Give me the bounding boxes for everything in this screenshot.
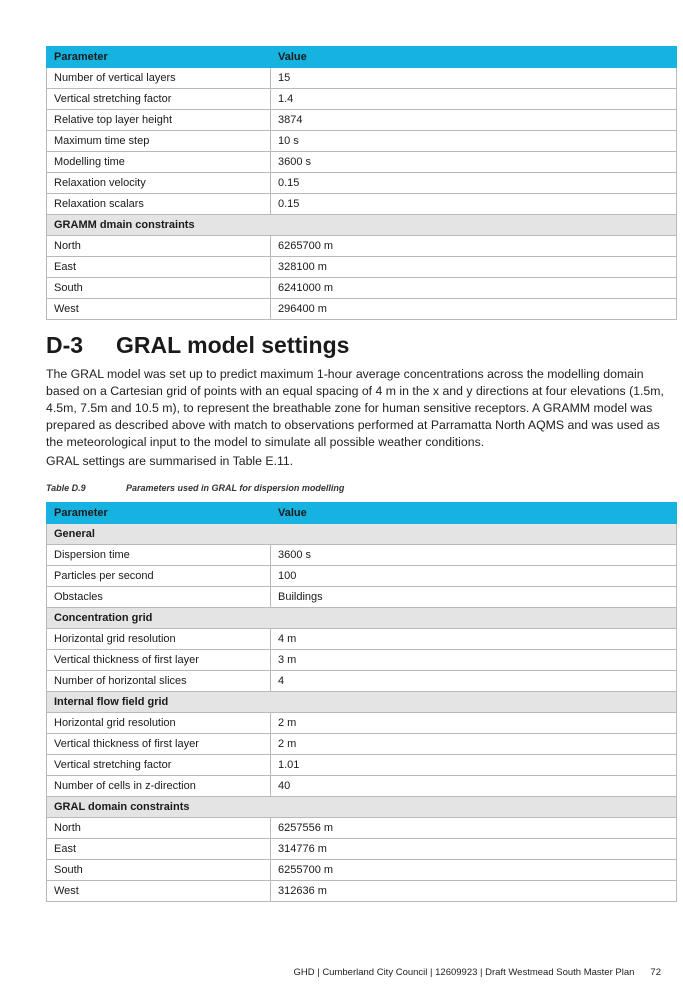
value-cell: 0.15	[271, 173, 677, 194]
value-cell: 4 m	[271, 629, 677, 650]
value-cell: 100	[271, 566, 677, 587]
body-paragraph: The GRAL model was set up to predict maximum 1-hour average concentrations across the modelling domain based on a Cartesian grid of points with an equal spacing of 4 m in the x and y directions at four elevations (1.5m, 4.5m, 7.5m and 10.5 m), to represent the breathable zone for human sensitive receptors. A GRAMM model was prepared as described above with match to observations performed at Parramatta North AQMS and was used as the meteorological input to the model to simulate all possible weather conditions.	[46, 367, 664, 449]
table-row	[47, 152, 677, 173]
parameter-cell: Vertical thickness of first layer	[47, 650, 271, 671]
table-section-row	[47, 797, 677, 818]
table-section-row	[47, 608, 677, 629]
section-number: D-3	[46, 332, 84, 358]
table-row	[47, 236, 677, 257]
value-cell: Buildings	[271, 587, 677, 608]
parameter-cell: North	[47, 236, 271, 257]
table-header-row	[47, 47, 677, 68]
table-row	[47, 860, 677, 881]
page-footer	[293, 967, 661, 978]
table-section-row	[47, 524, 677, 545]
parameter-cell: Relative top layer height	[47, 110, 271, 131]
gral-settings-table	[46, 502, 677, 902]
value-cell: 1.4	[271, 89, 677, 110]
section-label: GRAL domain constraints	[47, 797, 677, 818]
value-cell: 312636 m	[271, 881, 677, 902]
value-cell: 3874	[271, 110, 677, 131]
value-cell: 2 m	[271, 713, 677, 734]
footer-text: GHD | Cumberland City Council | 12609923 | Draft Westmead South Master Plan	[293, 967, 635, 978]
value-cell: 6265700 m	[271, 236, 677, 257]
value-cell: 1.01	[271, 755, 677, 776]
parameter-cell: East	[47, 839, 271, 860]
caption-number: Table D.9	[46, 483, 86, 493]
parameter-cell: South	[47, 860, 271, 881]
section-label: General	[47, 524, 677, 545]
table-row	[47, 587, 677, 608]
parameter-cell: Obstacles	[47, 587, 271, 608]
parameter-cell: Vertical stretching factor	[47, 755, 271, 776]
value-cell: 4	[271, 671, 677, 692]
value-cell: 2 m	[271, 734, 677, 755]
table-row	[47, 818, 677, 839]
value-cell: 3 m	[271, 650, 677, 671]
parameter-cell: Modelling time	[47, 152, 271, 173]
parameter-cell: Number of horizontal slices	[47, 671, 271, 692]
parameter-cell: West	[47, 881, 271, 902]
table-row	[47, 173, 677, 194]
parameter-cell: Dispersion time	[47, 545, 271, 566]
value-cell: 3600 s	[271, 545, 677, 566]
parameter-cell: Relaxation velocity	[47, 173, 271, 194]
table-row	[47, 68, 677, 89]
table-row	[47, 131, 677, 152]
parameter-cell: Maximum time step	[47, 131, 271, 152]
table-row	[47, 713, 677, 734]
page-number: 72	[650, 967, 661, 978]
table-row	[47, 734, 677, 755]
body-paragraph: GRAL settings are summarised in Table E.11.	[46, 454, 294, 468]
value-cell: 10 s	[271, 131, 677, 152]
parameter-cell: East	[47, 257, 271, 278]
caption-text: Parameters used in GRAL for dispersion modelling	[126, 483, 345, 493]
table-row	[47, 755, 677, 776]
table-section-row	[47, 692, 677, 713]
column-header-value: Value	[271, 47, 677, 68]
table-caption	[46, 483, 344, 493]
table-section-row	[47, 215, 677, 236]
parameter-cell: Number of cells in z-direction	[47, 776, 271, 797]
table-row	[47, 545, 677, 566]
value-cell: 314776 m	[271, 839, 677, 860]
value-cell: 6257556 m	[271, 818, 677, 839]
parameter-cell: Number of vertical layers	[47, 68, 271, 89]
parameter-cell: Particles per second	[47, 566, 271, 587]
parameter-cell: South	[47, 278, 271, 299]
table-body	[47, 524, 677, 902]
table-row	[47, 629, 677, 650]
parameter-cell: Horizontal grid resolution	[47, 629, 271, 650]
table-row	[47, 278, 677, 299]
table-row	[47, 257, 677, 278]
table-row	[47, 566, 677, 587]
value-cell: 3600 s	[271, 152, 677, 173]
parameter-cell: Vertical stretching factor	[47, 89, 271, 110]
parameter-cell: West	[47, 299, 271, 320]
section-title: GRAL model settings	[116, 332, 350, 358]
value-cell: 6255700 m	[271, 860, 677, 881]
value-cell: 40	[271, 776, 677, 797]
table-row	[47, 299, 677, 320]
column-header-parameter: Parameter	[47, 47, 271, 68]
table-row	[47, 839, 677, 860]
table-row	[47, 671, 677, 692]
table-row	[47, 194, 677, 215]
parameter-cell: Horizontal grid resolution	[47, 713, 271, 734]
section-label: GRAMM dmain constraints	[47, 215, 677, 236]
column-header-parameter: Parameter	[47, 503, 271, 524]
value-cell: 328100 m	[271, 257, 677, 278]
value-cell: 15	[271, 68, 677, 89]
section-label: Concentration grid	[47, 608, 677, 629]
value-cell: 6241000 m	[271, 278, 677, 299]
table-row	[47, 650, 677, 671]
table-header-row	[47, 503, 677, 524]
value-cell: 0.15	[271, 194, 677, 215]
table-row	[47, 776, 677, 797]
table-row	[47, 89, 677, 110]
column-header-value: Value	[271, 503, 677, 524]
table-body	[47, 68, 677, 320]
parameter-cell: Relaxation scalars	[47, 194, 271, 215]
parameter-cell: North	[47, 818, 271, 839]
parameter-cell: Vertical thickness of first layer	[47, 734, 271, 755]
value-cell: 296400 m	[271, 299, 677, 320]
table-row	[47, 881, 677, 902]
section-label: Internal flow field grid	[47, 692, 677, 713]
section-heading	[46, 332, 349, 359]
table-row	[47, 110, 677, 131]
gramm-settings-table	[46, 46, 677, 320]
